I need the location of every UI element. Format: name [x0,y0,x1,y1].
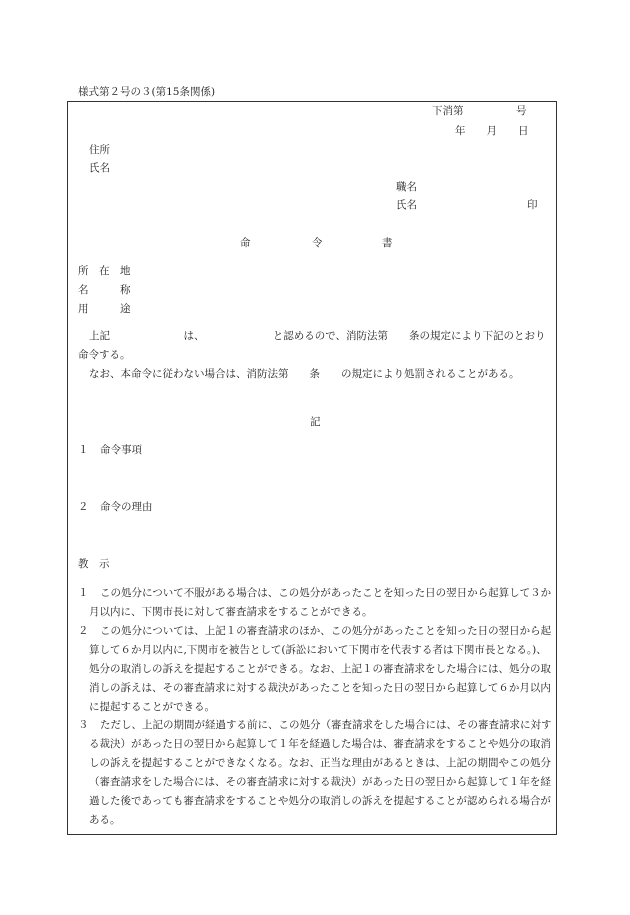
document-title-char-1: 命 [240,237,251,249]
document-title-char-3: 書 [382,237,393,249]
document-date: 年 月 日 [455,125,529,137]
instruction-heading: 教 示 [78,558,110,570]
section-1-label: 命令事項 [100,444,142,456]
instruction-item-text: この処分については、上記１の審査請求のほか、この処分があったことを知った日の翌日から起算して６か月以内に,下関市を被告として(訴訟において下関市を代表する者は下関市長となる。)、処分の取消しの訴えを提起することができる。なお、上記１の審査請求をした場合には、処分の取消しの訴えは、その審査請求に対する裁決があったことを知った日の翌日から起算して６か月以内に提起することができる。 [89,625,552,713]
penalty-notice-paragraph: なお、本命令に従わない場合は、消防法第 条 の規定により処罰されることがある。 [89,368,520,380]
use-label: 用 途 [78,303,131,315]
order-body-paragraph: 上記 は、 と認めるので、消防法第 条の規定により下記のとおり命令する。 [78,330,546,361]
section-2-label: 命令の理由 [100,501,153,513]
instruction-item-1 [78,584,552,622]
instruction-item-3 [78,716,552,830]
seal-mark: 印 [527,199,538,211]
ki-heading: 記 [310,416,321,428]
document-title-char-2: 令 [312,237,323,249]
instruction-item-text: ただし、上記の期間が経過する前に、この処分（審査請求をした場合には、その審査請求に対する裁決）があった日の翌日から起算して１年を経過した場合は、審査請求をすることや処分の取消しの訴えを提起することができなくなる。なお、正当な理由があるときは、上記の期間やこの処分（審査請求をした場合には、その審査請求に対する裁決）があった日の翌日から起算して１年を経過した後であっても審査請求をすることや処分の取消しの訴えを提起することが認められる場合がある。 [89,719,552,826]
addressee-address-label: 住所 [89,144,110,156]
issuer-name-label: 氏名 [396,199,417,211]
instruction-item-text: この処分について不服がある場合は、この処分があったことを知った日の翌日から起算して３か月以内に、下関市長に対して審査請求をすることができる。 [89,587,552,618]
location-label: 所 在 地 [78,265,131,277]
instruction-item-number: １ [78,587,89,599]
instruction-item-2 [78,622,552,717]
form-label: 様式第２号の３(第15条関係) [78,86,216,98]
instruction-item-number: ３ [78,719,89,731]
document-number: 下消第 号 [432,105,527,117]
addressee-name-label: 氏名 [89,162,110,174]
issuer-title-label: 職名 [396,181,417,193]
section-2-number: ２ [78,501,89,513]
section-1-number: １ [78,444,89,456]
instruction-item-number: ２ [78,625,89,637]
property-name-label: 名 称 [78,284,131,296]
